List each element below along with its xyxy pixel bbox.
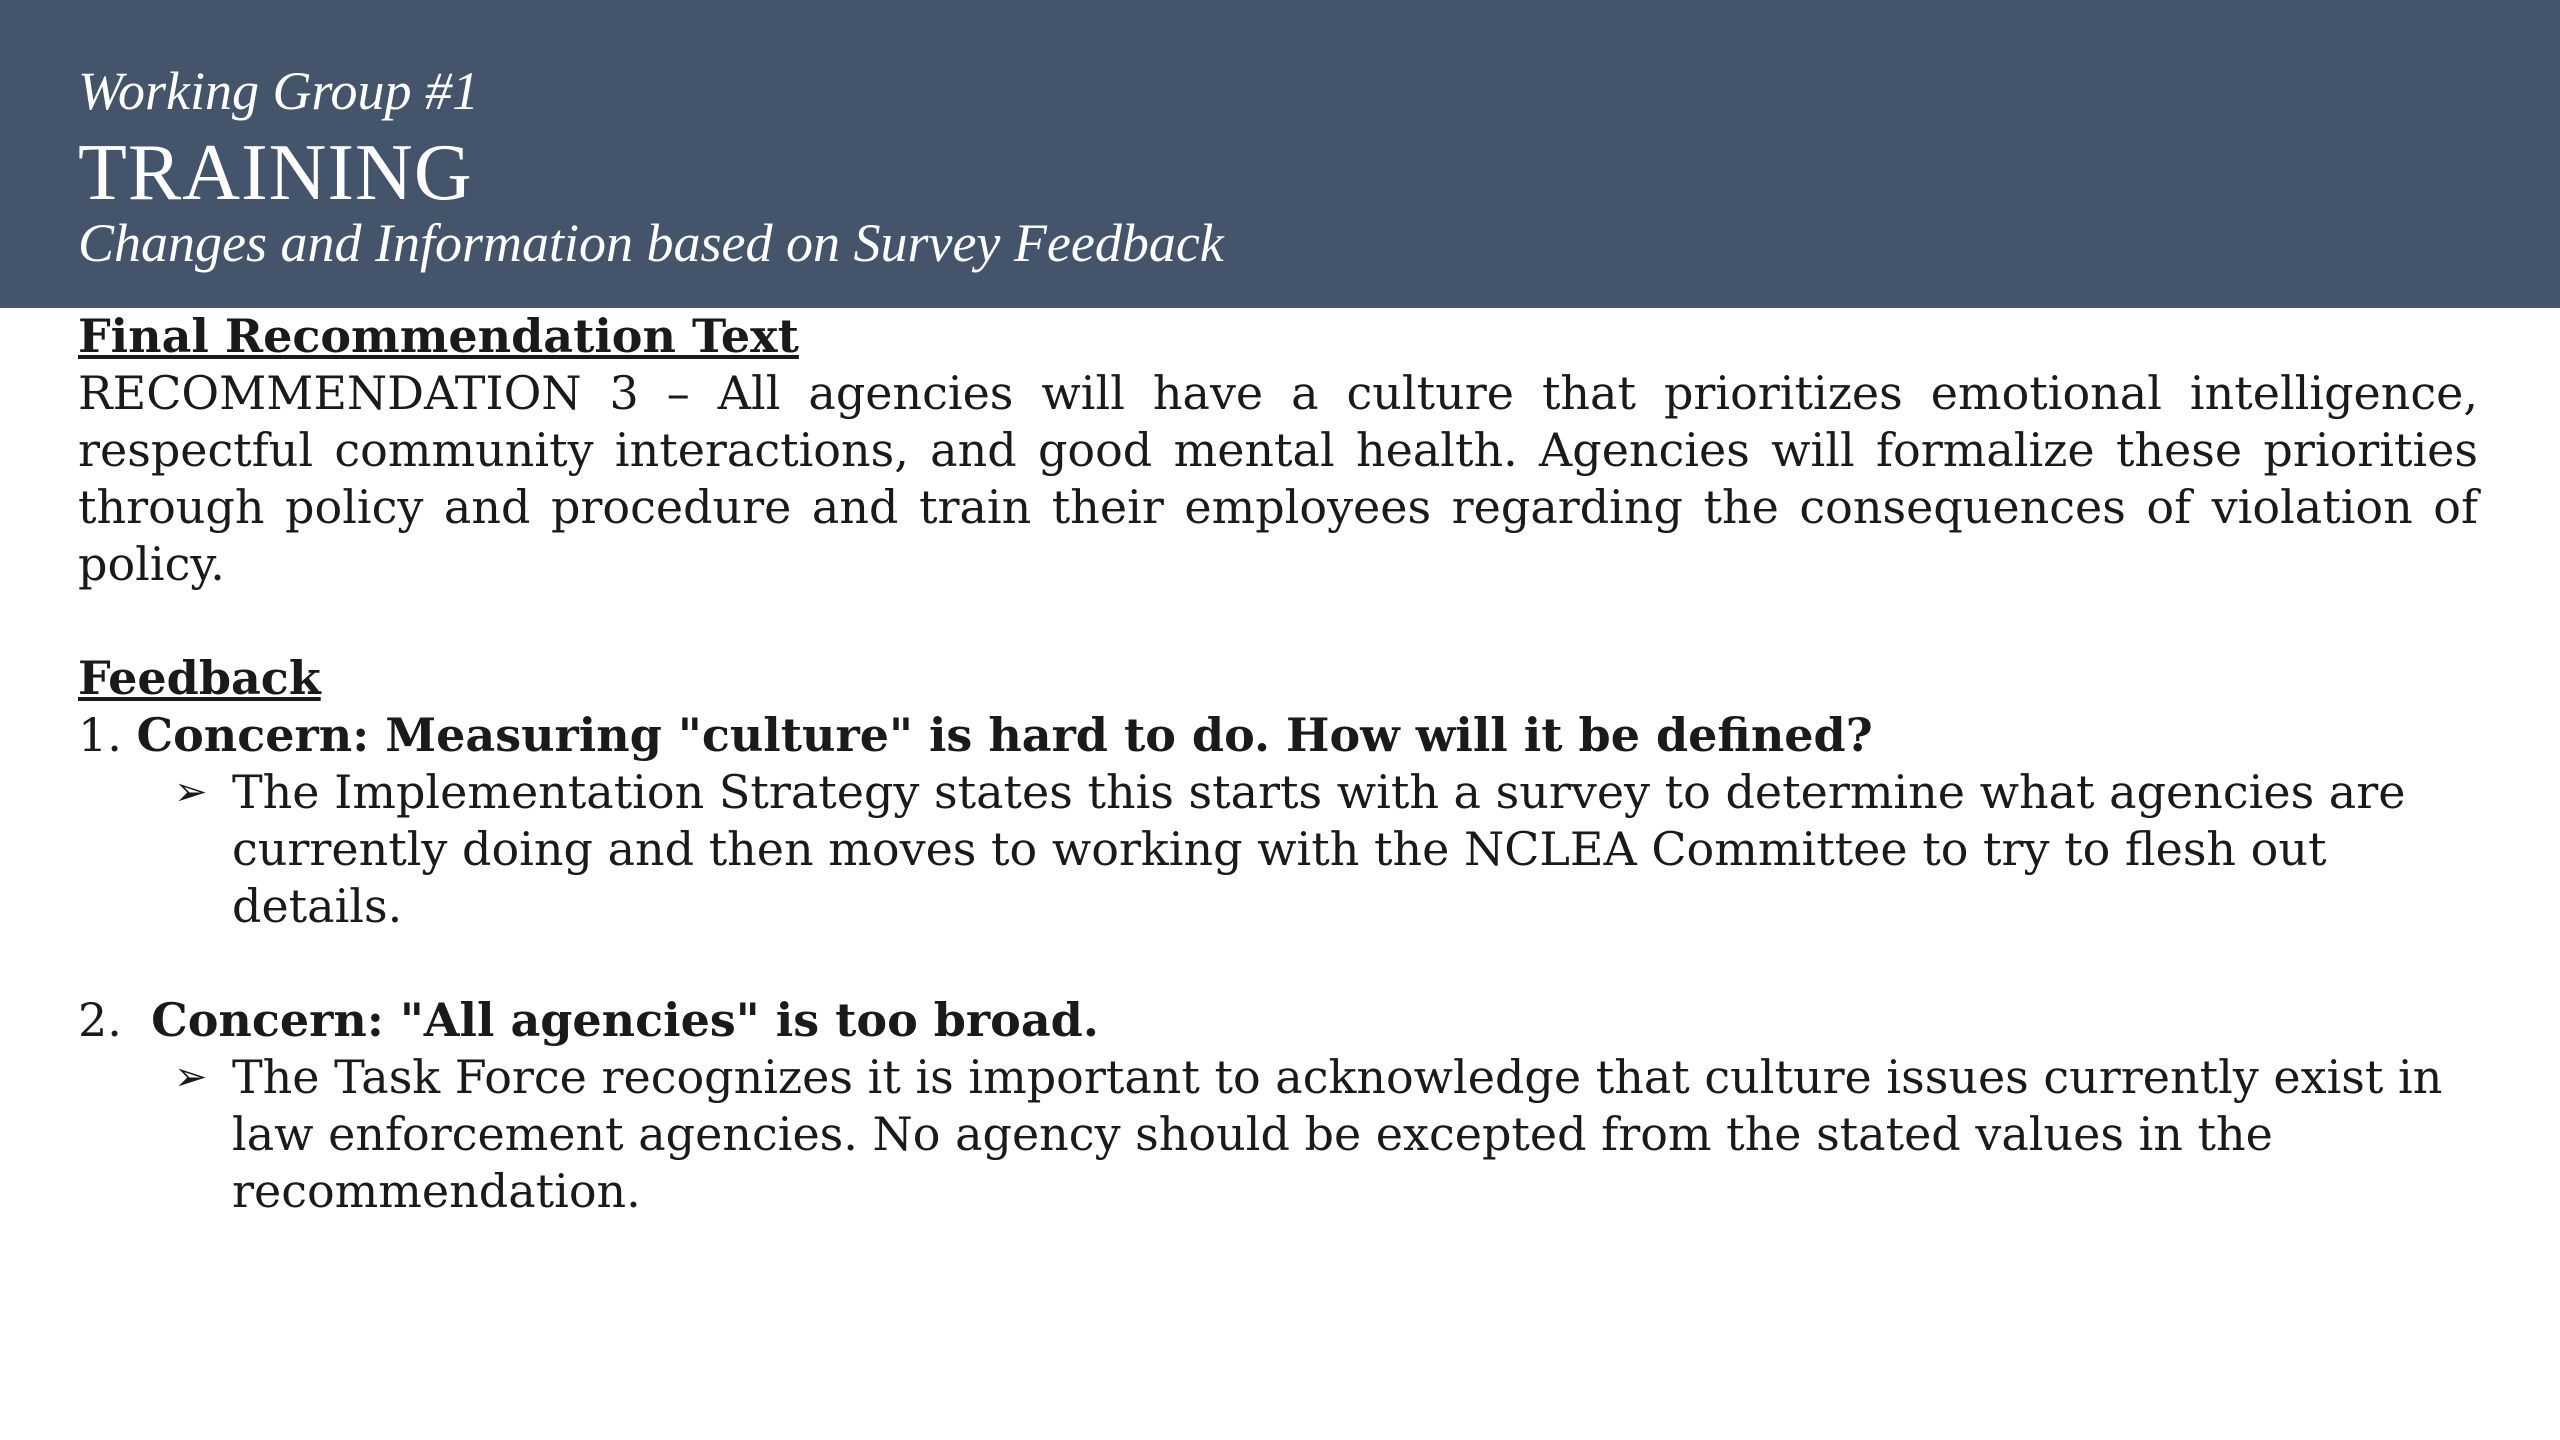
- slide-body: [78, 308, 2478, 1220]
- recommendation-heading: Final Recommendation Text: [78, 309, 799, 363]
- response-item-2: [174, 1049, 2478, 1220]
- concern-text: Concern: "All agencies" is too broad.: [151, 993, 1099, 1047]
- response-text: The Task Force recognizes it is important to acknowledge that culture issues currently exist in law enforcement agencies. No agency should be excepted from the stated values in the recommendation.: [232, 1050, 2443, 1218]
- feedback-heading: Feedback: [78, 651, 321, 705]
- concern-number: 2.: [78, 993, 152, 1047]
- arrow-bullet-icon: ➢: [174, 769, 208, 815]
- concern-item-2: [78, 992, 2478, 1049]
- slide-header: [0, 0, 2560, 308]
- response-item-1: [174, 764, 2478, 935]
- slide-title: TRAINING: [78, 129, 473, 217]
- arrow-bullet-icon: ➢: [174, 1054, 208, 1100]
- header-kicker: Working Group #1: [78, 61, 480, 121]
- slide-subtitle: Changes and Information based on Survey Feedback: [78, 213, 1224, 273]
- spacer: [78, 935, 2478, 992]
- recommendation-text: RECOMMENDATION 3 – All agencies will have a culture that prioritizes emotional intelligence, respectful community interactions, and good mental health. Agencies will formalize these priorities through policy and procedure and train their employees regarding the consequences of violation of policy.: [78, 366, 2478, 591]
- concern-number: 1.: [78, 708, 137, 762]
- concern-text: Concern: Measuring "culture" is hard to do. How will it be defined?: [136, 708, 1873, 762]
- spacer: [78, 593, 2478, 650]
- concern-item-1: [78, 707, 2478, 764]
- response-text: The Implementation Strategy states this starts with a survey to determine what agencies are currently doing and then moves to working with the NCLEA Committee to try to flesh out details.: [232, 765, 2406, 933]
